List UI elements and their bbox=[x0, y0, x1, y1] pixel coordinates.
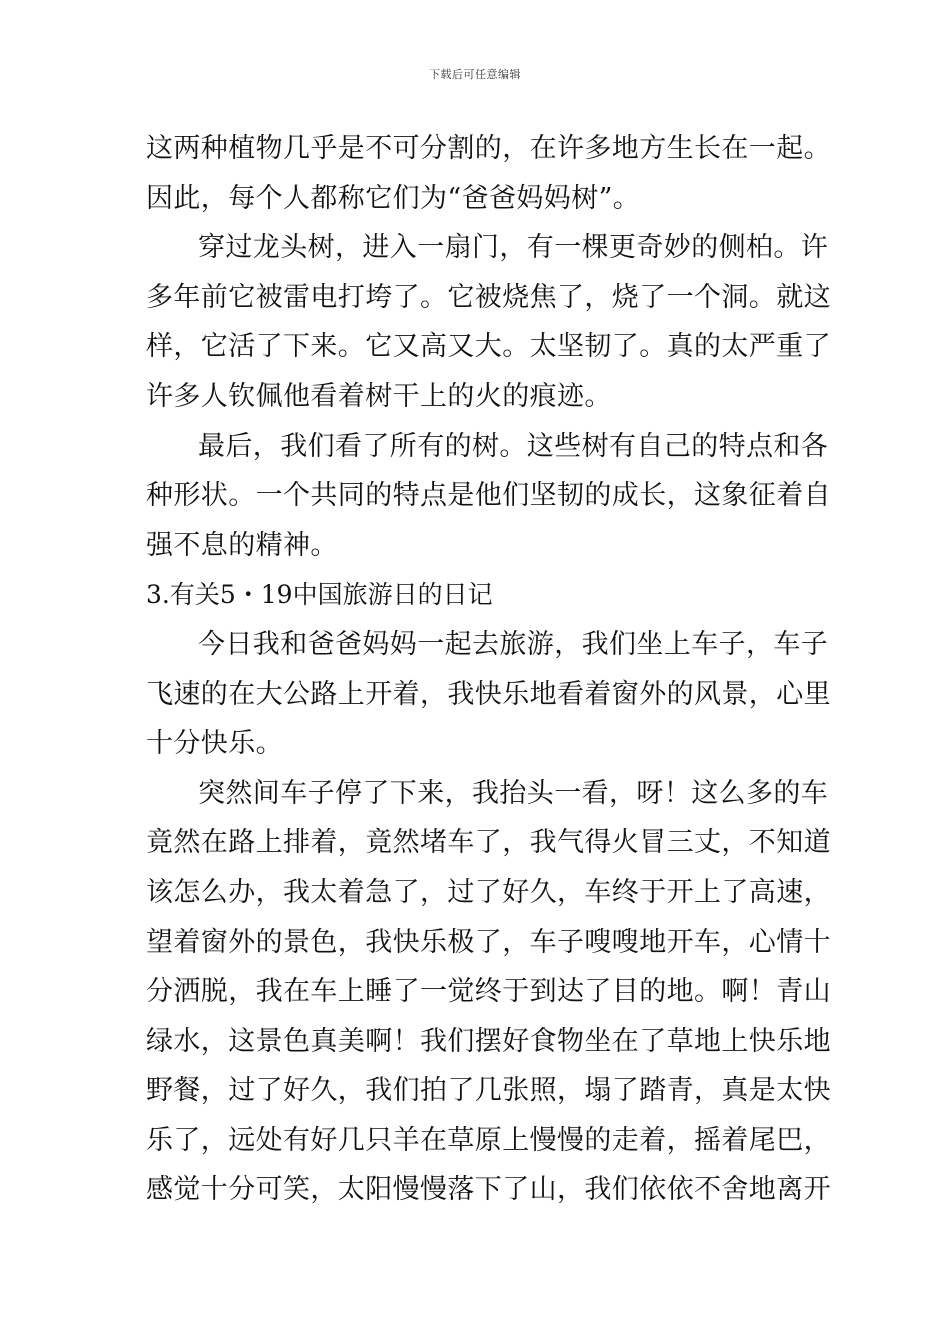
text-line: 最后，我们看了所有的树。这些树有自己的特点和各 bbox=[198, 430, 829, 462]
text-line: 该怎么办，我太着急了，过了好久，车终于开上了高速， bbox=[146, 876, 831, 908]
text-line: 飞速的在大公路上开着，我快乐地看着窗外的风景，心里 bbox=[146, 678, 831, 710]
text-line: 分洒脱，我在车上睡了一觉终于到达了目的地。啊！青山 bbox=[146, 976, 831, 1008]
text-line: 多年前它被雷电打垮了。它被烧焦了，烧了一个洞。就这 bbox=[146, 281, 831, 313]
text-line: 突然间车子停了下来，我抬头一看，呀！这么多的车 bbox=[198, 777, 829, 809]
text-line: 望着窗外的景色，我快乐极了，车子嗖嗖地开车，心情十 bbox=[146, 926, 831, 958]
text-line: 竟然在路上排着，竟然堵车了，我气得火冒三丈，不知道 bbox=[146, 827, 831, 859]
document-body bbox=[146, 124, 831, 1215]
text-line: 穿过龙头树，进入一扇门，有一棵更奇妙的侧柏。许 bbox=[198, 232, 829, 264]
text-line: 样，它活了下来。它又高又大。太坚韧了。真的太严重了 bbox=[146, 331, 831, 363]
text-line: 乐了，远处有好几只羊在草原上慢慢的走着，摇着尾巴， bbox=[146, 1124, 831, 1156]
text-line: 许多人钦佩他看着树干上的火的痕迹。 bbox=[146, 380, 612, 412]
text-line: 种形状。一个共同的特点是他们坚韧的成长，这象征着自 bbox=[146, 480, 831, 512]
text-line: 今日我和爸爸妈妈一起去旅游，我们坐上车子，车子 bbox=[198, 628, 829, 660]
text-line: 绿水，这景色真美啊！我们摆好食物坐在了草地上快乐地 bbox=[146, 1025, 831, 1057]
text-line: 因此，每个人都称它们为“爸爸妈妈树”。 bbox=[146, 182, 641, 214]
text-line: 这两种植物几乎是不可分割的，在许多地方生长在一起。 bbox=[146, 133, 831, 164]
text-line: 十分快乐。 bbox=[146, 728, 283, 760]
text-line: 强不息的精神。 bbox=[146, 529, 338, 561]
page-header: 下载后可任意编辑 bbox=[429, 68, 521, 81]
text-line: 感觉十分可笑，太阳慢慢落下了山，我们依依不舍地离开 bbox=[146, 1174, 831, 1206]
text-line: 野餐，过了好久，我们拍了几张照，塌了踏青，真是太快 bbox=[146, 1075, 831, 1107]
section-heading: 3.有关5・19中国旅游日的日记 bbox=[146, 580, 493, 610]
